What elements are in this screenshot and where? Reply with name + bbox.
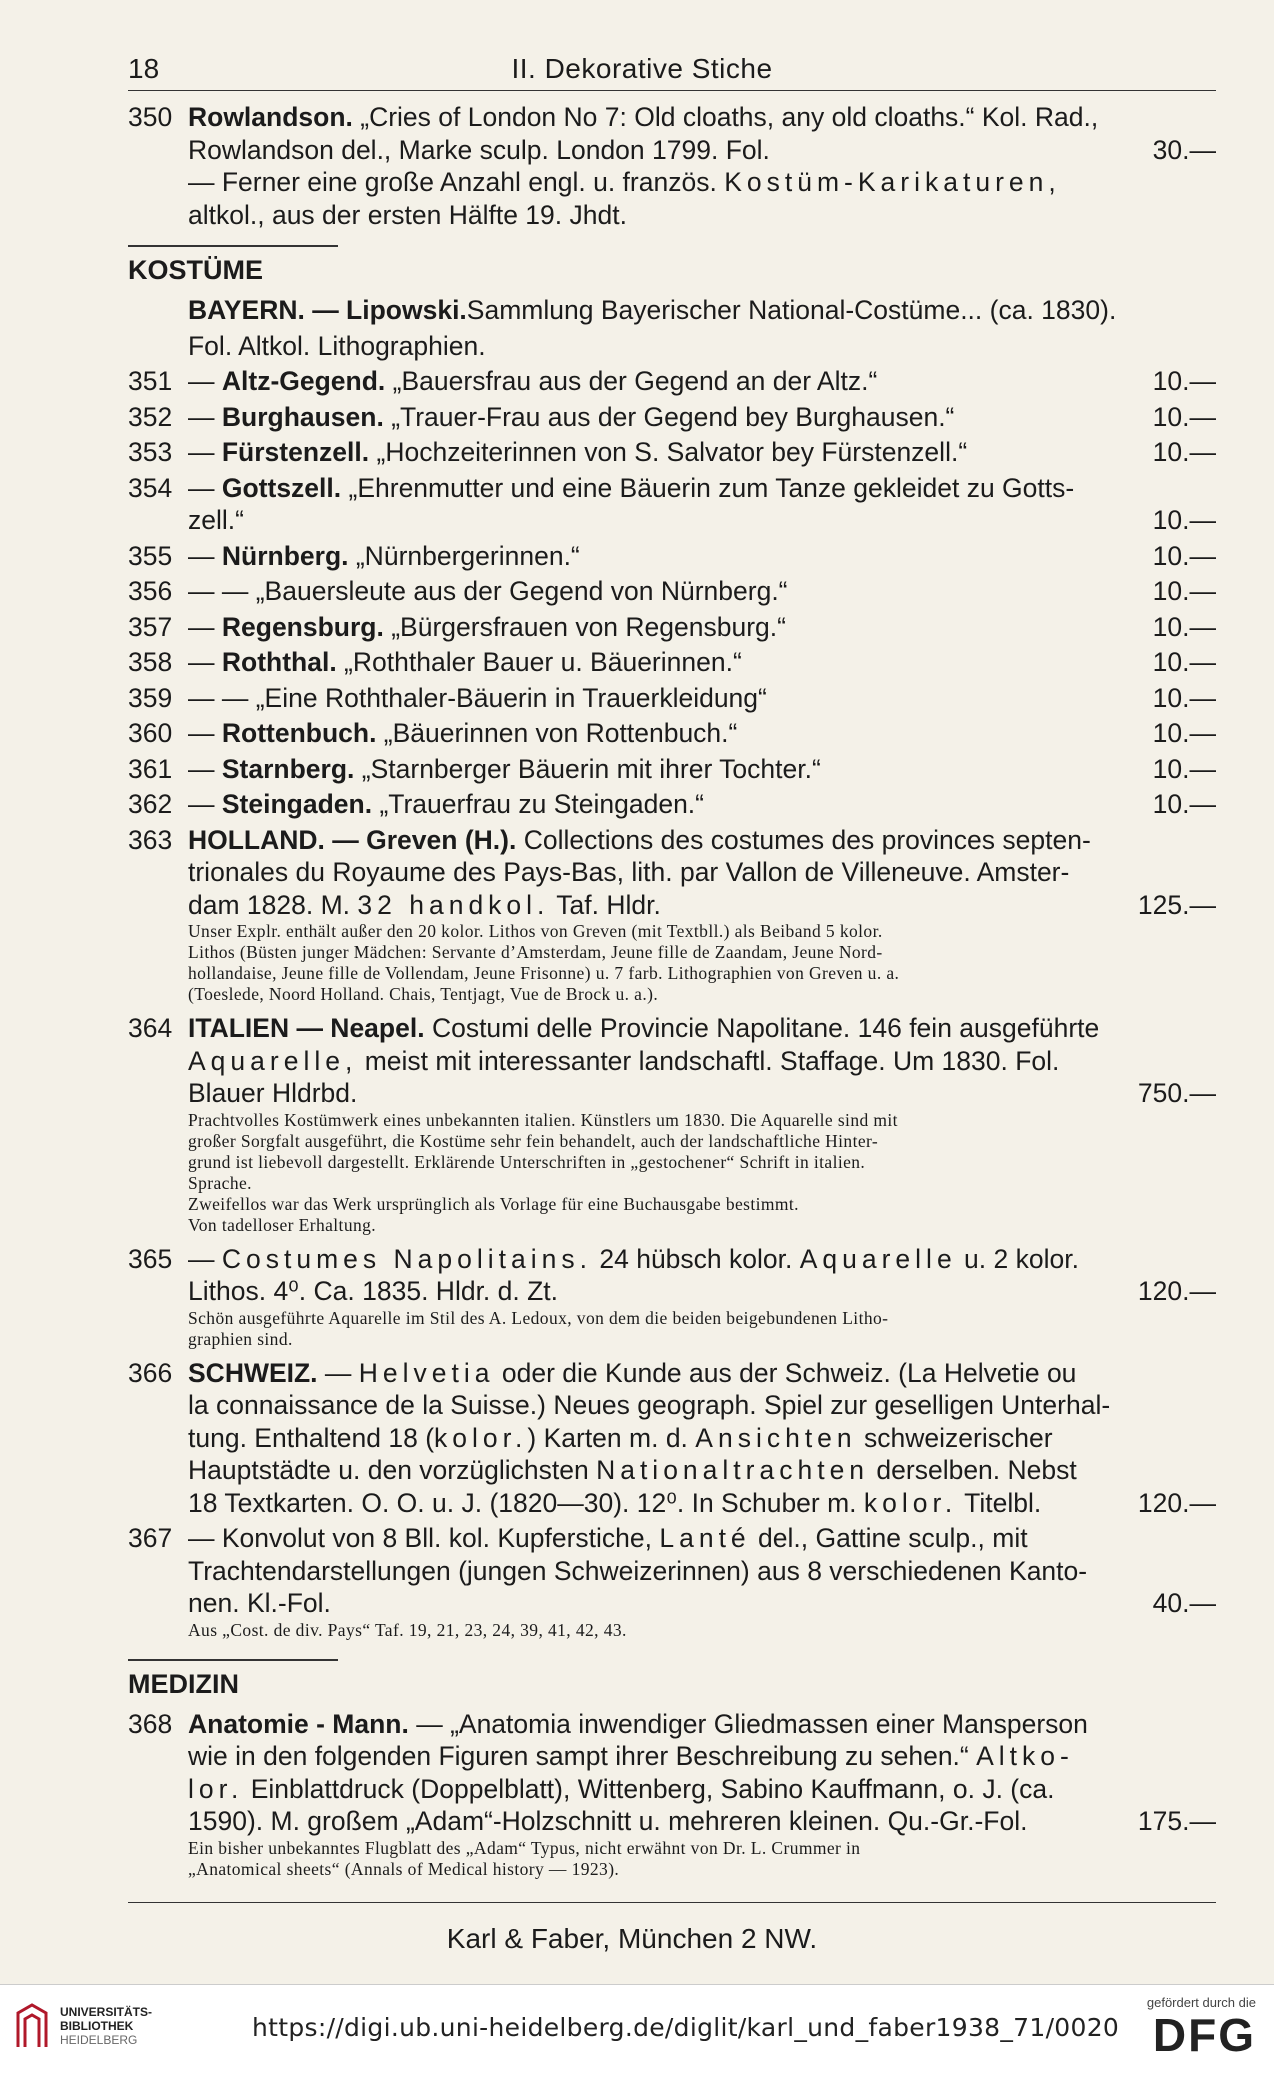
entry-text xyxy=(188,166,1216,199)
entry-line xyxy=(188,504,1216,537)
bold-run: Altz-Gegend. xyxy=(221,366,386,396)
entry-line xyxy=(188,788,1216,821)
entry-line xyxy=(188,824,1216,857)
entry-body xyxy=(188,1243,1216,1354)
catalog-entry xyxy=(128,1357,1216,1520)
note-line: Zweifellos war das Werk ursprünglich als Vorlage für eine Buchausgabe bestimmt. xyxy=(188,1193,799,1214)
entry-text xyxy=(188,753,1141,786)
catalog-entry xyxy=(128,540,1216,573)
text-run: — xyxy=(188,718,222,748)
bold-run: Steingaden. xyxy=(221,789,373,819)
entry-text xyxy=(188,646,1141,679)
entry-number: 363 xyxy=(128,824,173,855)
text-run: „Bürgersfrauen von Regensburg.“ xyxy=(383,611,786,642)
bold-run: Nürnberg. xyxy=(221,540,349,571)
entry-price: 125.— xyxy=(1137,889,1216,920)
entry-body xyxy=(188,611,1216,644)
text-run: del., Gattine sculp., mit xyxy=(750,1523,1028,1553)
entry-price: 10.— xyxy=(1152,366,1216,396)
entry-text xyxy=(188,1773,1216,1806)
entry-price: 10.— xyxy=(1152,647,1216,677)
entry-line xyxy=(188,575,1216,608)
entry-notes xyxy=(188,1110,1216,1236)
entry-line xyxy=(188,1740,1216,1773)
text-run: u. 2 kolor. xyxy=(956,1243,1079,1274)
entry-text xyxy=(188,199,1216,232)
entry-price: 10.— xyxy=(1152,505,1216,535)
entry-text xyxy=(188,1454,1216,1487)
entries-top xyxy=(128,101,1216,231)
entry-text xyxy=(188,101,1216,134)
text-run: — — „Eine Roththaler-Bäuerin in Trauerkleidung“ xyxy=(188,682,767,713)
catalog-entry xyxy=(128,717,1216,750)
catalog-entry xyxy=(128,788,1216,821)
entry-text xyxy=(188,856,1216,889)
entry-line xyxy=(188,889,1216,922)
catalog-entry xyxy=(128,436,1216,469)
text-run: — xyxy=(317,1357,359,1388)
entry-number: 366 xyxy=(128,1357,173,1388)
entry-body xyxy=(188,472,1216,537)
entry-line xyxy=(188,1522,1216,1555)
entry-text xyxy=(188,1587,1141,1620)
entry-text xyxy=(188,1555,1216,1588)
entry-number: 351 xyxy=(128,366,173,396)
viewer-footer-bar xyxy=(0,1984,1274,2077)
entry-text xyxy=(188,1522,1216,1555)
entry-text xyxy=(188,1275,1126,1308)
text-run: derselben. Nebst xyxy=(869,1455,1077,1485)
text-run: 1590). M. großem „Adam“-Holzschnitt u. mehreren kleinen. Qu.-Gr.-Fol. xyxy=(188,1806,1028,1836)
entry-text xyxy=(188,401,1141,434)
section-kostume xyxy=(128,245,1216,286)
note-line: Ein bisher unbekanntes Flugblatt des „Adam“ Typus, nicht erwähnt von Dr. L. Crummer in xyxy=(188,1837,861,1858)
catalog-entry xyxy=(128,646,1216,679)
spaced-run: 32 handkol. xyxy=(357,889,550,920)
footer-rule xyxy=(128,1902,1216,1903)
entry-text xyxy=(188,1805,1126,1838)
bold-run: ITALIEN — Neapel. xyxy=(188,1013,425,1043)
spaced-run: lor. xyxy=(188,1773,244,1804)
entry-text xyxy=(188,1012,1216,1045)
entries-medizin xyxy=(128,1708,1216,1884)
catalog-entry xyxy=(128,753,1216,786)
bold-run: Rowlandson. xyxy=(188,102,353,132)
entry-price: 120.— xyxy=(1137,1487,1216,1518)
entry-number: 356 xyxy=(128,576,173,606)
entry-price: 750.— xyxy=(1137,1078,1216,1108)
note-line: grund ist liebevoll dargestellt. Erklärende Unterschriften in „gestochener“ Schrift in italien. xyxy=(188,1151,866,1172)
bold-run: BAYERN. — Lipowski. xyxy=(188,295,467,325)
text-run: Trachtendarstellungen (jungen Schweizerinnen) aus 8 verschiedenen Kanto- xyxy=(188,1555,1088,1586)
entry-notes xyxy=(188,1838,1216,1880)
entry-line xyxy=(188,1587,1216,1620)
text-run: meist mit interessanter landschaftl. Staffage. Um 1830. Fol. xyxy=(357,1045,1060,1076)
spaced-run: Altko- xyxy=(976,1741,1074,1771)
entry-line xyxy=(188,646,1216,679)
catalog-entry xyxy=(128,682,1216,715)
entry-price: 10.— xyxy=(1152,789,1216,819)
entry-price: 10.— xyxy=(1152,718,1216,748)
text-run: „Roththaler Bauer u. Bäuerinnen.“ xyxy=(336,647,742,677)
entry-line xyxy=(188,856,1216,889)
entry-line xyxy=(188,1708,1216,1741)
entry-line xyxy=(188,1077,1216,1110)
text-run: Lithos. 4⁰. Ca. 1835. Hldr. d. Zt. xyxy=(188,1276,559,1306)
entry-text xyxy=(188,1243,1216,1276)
entry-text xyxy=(188,1740,1216,1773)
catalog-entry xyxy=(128,1012,1216,1240)
text-run: tung. Enthaltend 18 ( xyxy=(188,1422,435,1453)
entry-line xyxy=(188,1045,1216,1078)
note-line: Prachtvolles Kostümwerk eines unbekannten italien. Künstlers um 1830. Die Aquarelle sind mit xyxy=(188,1109,898,1130)
entry-body xyxy=(188,788,1216,821)
entry-body xyxy=(188,1708,1216,1884)
entry-number: 358 xyxy=(128,647,173,677)
text-run: Blauer Hldrbd. xyxy=(188,1078,358,1108)
catalog-entry xyxy=(128,472,1216,537)
entry-text xyxy=(188,1487,1126,1520)
entry-price: 10.— xyxy=(1152,437,1216,467)
entry-text xyxy=(188,1045,1216,1078)
text-run: wie in den folgenden Figuren sampt ihrer Beschreibung zu sehen.“ xyxy=(188,1741,977,1771)
ub-logo-icon xyxy=(14,2003,50,2049)
entry-body xyxy=(188,1357,1216,1520)
entry-price: 40.— xyxy=(1152,1588,1216,1618)
entry-line xyxy=(188,1555,1216,1588)
spaced-run: Aquarelle xyxy=(799,1243,957,1274)
entry-text xyxy=(188,365,1141,398)
catalog-entry xyxy=(128,824,1216,1010)
permalink-url[interactable]: https://digi.ub.uni-heidelberg.de/diglit/karl_und_faber1938_71/0020 xyxy=(252,2013,1120,2042)
text-run: — xyxy=(188,789,222,819)
text-run: — xyxy=(188,540,222,571)
entry-body xyxy=(188,1522,1216,1645)
note-line: Von tadelloser Erhaltung. xyxy=(188,1214,377,1235)
text-run: Collections des costumes des provinces septen- xyxy=(516,824,1091,855)
entry-line xyxy=(188,1243,1216,1276)
text-run: Sammlung Bayerischer National-Costüme... (ca. 1830). xyxy=(466,295,1117,325)
text-run: Einblattdruck (Doppelblatt), Wittenberg, Sabino Kauffmann, o. J. (ca. xyxy=(243,1773,1055,1804)
entry-text xyxy=(188,1389,1216,1422)
note-line: Schön ausgeführte Aquarelle im Stil des A. Ledoux, von dem die beiden beigebundenen Litho- xyxy=(188,1307,889,1328)
bold-run: Roththal. xyxy=(221,647,337,677)
spaced-run: Ansichten xyxy=(695,1422,857,1453)
text-run: „Ehrenmutter und eine Bäuerin zum Tanze gekleidet zu Gotts- xyxy=(341,472,1075,503)
text-run: — Konvolut von 8 Bll. kol. Kupferstiche, xyxy=(188,1523,660,1553)
entry-text xyxy=(188,134,1141,167)
entry-price: 30.— xyxy=(1152,134,1216,165)
entry-body xyxy=(188,682,1216,715)
entry-text xyxy=(188,788,1141,821)
running-header xyxy=(128,52,1216,91)
entry-body xyxy=(188,401,1216,434)
bold-run: HOLLAND. — Greven (H.). xyxy=(188,824,517,855)
entry-text xyxy=(188,1357,1216,1390)
text-run: „Trauer-Frau aus der Gegend bey Burghausen.“ xyxy=(383,401,955,432)
entry-number: 368 xyxy=(128,1708,173,1739)
text-run: nen. Kl.-Fol. xyxy=(188,1588,331,1618)
entry-notes xyxy=(188,1308,1216,1350)
entry-text xyxy=(188,1077,1126,1110)
text-run: oder die Kunde aus der Schweiz. (La Helvetie ou xyxy=(494,1357,1077,1388)
text-run: la connaissance de la Suisse.) Neues geograph. Spiel zur geselligen Unterhal- xyxy=(188,1390,1111,1420)
entry-line xyxy=(188,101,1216,134)
entry-price: 175.— xyxy=(1137,1806,1216,1836)
publisher-imprint: Karl & Faber, München 2 NW. xyxy=(446,1922,818,1954)
entry-text xyxy=(188,611,1141,644)
bold-run: Burghausen. xyxy=(221,401,384,432)
text-run: 18 Textkarten. O. O. u. J. (1820—30). 12⁰. In Schuber m. xyxy=(188,1487,864,1518)
entry-line xyxy=(188,1012,1216,1045)
text-run: — xyxy=(188,647,222,677)
text-run: ) Karten m. d. xyxy=(527,1422,696,1453)
dfg-wordmark: DFG xyxy=(1152,2009,1256,2061)
entry-price: 10.— xyxy=(1152,401,1216,432)
entry-line xyxy=(188,717,1216,750)
entry-body xyxy=(188,101,1216,231)
entry-price: 10.— xyxy=(1152,576,1216,606)
text-run: — xyxy=(188,753,222,784)
entry-text xyxy=(188,436,1141,469)
text-run: Costumi delle Provincie Napolitane. 146 fein ausgeführte xyxy=(424,1013,1100,1043)
entry-number: 365 xyxy=(128,1243,173,1274)
entry-body xyxy=(188,717,1216,750)
entry-text xyxy=(188,1422,1216,1455)
catalog-entry xyxy=(128,401,1216,434)
entry-number: 360 xyxy=(128,718,173,748)
entry-price: 10.— xyxy=(1152,540,1216,571)
entry-body xyxy=(188,753,1216,786)
text-run: „Cries of London No 7: Old cloaths, any old cloaths.“ Kol. Rad., xyxy=(352,102,1099,132)
catalog-entry xyxy=(128,1243,1216,1354)
entry-line xyxy=(188,1422,1216,1455)
note-line: (Toeslede, Noord Holland. Chais, Tentjagt, Vue de Brock u. a.). xyxy=(188,984,659,1004)
text-run: — xyxy=(188,401,222,432)
bold-run: SCHWEIZ. xyxy=(188,1357,318,1388)
bold-run: Starnberg. xyxy=(221,753,355,784)
entry-number: 362 xyxy=(128,789,173,819)
section-medizin xyxy=(128,1659,1216,1700)
note-line: graphien sind. xyxy=(188,1328,293,1349)
entry-number: 357 xyxy=(128,611,173,642)
entry-line xyxy=(188,1805,1216,1838)
spaced-run: Lanté xyxy=(659,1523,751,1553)
entry-price: 120.— xyxy=(1137,1276,1216,1306)
entry-body xyxy=(188,824,1216,1010)
spaced-run: Helvetia xyxy=(358,1357,495,1388)
text-run: — xyxy=(188,472,222,503)
text-run: „Starnberger Bäuerin mit ihrer Tochter.“ xyxy=(354,753,821,784)
catalog-entry xyxy=(128,611,1216,644)
entry-body xyxy=(188,575,1216,608)
text-run: altkol., aus der ersten Hälfte 19. Jhdt. xyxy=(188,199,627,230)
entry-body xyxy=(188,436,1216,469)
section-rule xyxy=(128,1659,338,1661)
text-run: Fol. Altkol. Lithographien. xyxy=(188,330,486,361)
text-run: „Bauersfrau aus der Gegend an der Altz.“ xyxy=(385,366,878,396)
bold-run: Fürstenzell. xyxy=(221,437,370,467)
note-line: hollandaise, Jeune fille de Vollendam, Jeune Frisonne) u. 7 farb. Lithographien von Greven u. a. xyxy=(188,963,900,983)
note-line: Sprache. xyxy=(188,1172,252,1193)
entry-line xyxy=(188,365,1216,398)
section-rule xyxy=(128,245,338,247)
entry-line xyxy=(188,401,1216,434)
spaced-run: Kostüm-Karikaturen, xyxy=(724,167,1061,197)
text-run: „Nürnbergerinnen.“ xyxy=(348,540,580,571)
entry-body xyxy=(188,646,1216,679)
entry-number: 352 xyxy=(128,401,173,432)
text-run: Hauptstädte u. den vorzüglichsten xyxy=(188,1455,597,1485)
entry-text xyxy=(188,575,1141,608)
entry-price: 10.— xyxy=(1152,682,1216,713)
entry-body xyxy=(188,1012,1216,1240)
text-run: „Trauerfrau zu Steingaden.“ xyxy=(372,789,704,819)
bayern-intro xyxy=(128,294,1216,362)
text-run: Rowlandson del., Marke sculp. London 1799. Fol. xyxy=(188,134,770,165)
running-title: II. Dekorative Stiche xyxy=(511,53,773,84)
text-run: „Bäuerinnen von Rottenbuch.“ xyxy=(376,718,738,748)
note-line: Aus „Cost. de div. Pays“ Taf. 19, 21, 23, 24, 39, 41, 42, 43. xyxy=(188,1619,627,1640)
text-run: zell.“ xyxy=(188,505,244,535)
bold-run: Regensburg. xyxy=(221,611,384,642)
entry-notes xyxy=(188,921,1216,1005)
catalog-entry xyxy=(128,365,1216,398)
bold-run: Gottszell. xyxy=(221,472,342,503)
entry-text xyxy=(188,682,1141,715)
catalog-page xyxy=(128,52,1216,1955)
section-heading: MEDIZIN xyxy=(128,1668,239,1699)
text-run: Taf. Hldr. xyxy=(549,889,661,920)
entry-line xyxy=(188,1389,1216,1422)
entry-line xyxy=(188,436,1216,469)
text-run: schweizerischer xyxy=(856,1422,1053,1453)
text-run: — xyxy=(188,1243,222,1274)
entry-line xyxy=(188,540,1216,573)
catalog-entry xyxy=(128,101,1216,231)
entry-line xyxy=(188,1454,1216,1487)
entry-line xyxy=(188,1357,1216,1390)
entry-text xyxy=(188,824,1216,857)
intro-line xyxy=(128,330,1216,363)
intro-line xyxy=(128,294,1216,327)
entry-number: 353 xyxy=(128,437,173,467)
dfg-logo[interactable] xyxy=(1147,1995,1256,2060)
entry-number: 367 xyxy=(128,1523,173,1553)
text-run: — xyxy=(188,366,222,396)
note-line: großer Sorgfalt ausgeführt, die Kostüme sehr fein behandelt, auch der landschaftliche Hinter- xyxy=(188,1130,879,1151)
entry-line xyxy=(188,682,1216,715)
entry-line xyxy=(188,472,1216,505)
text-run: — „Anatomia inwendiger Gliedmassen einer Mansperson xyxy=(408,1708,1088,1739)
entry-text xyxy=(188,472,1216,505)
entry-body xyxy=(188,365,1216,398)
entry-body xyxy=(188,540,1216,573)
spaced-run: kolor. xyxy=(863,1487,958,1518)
entry-price: 10.— xyxy=(1152,611,1216,642)
entry-text xyxy=(188,1708,1216,1741)
bold-run: Anatomie - Mann. xyxy=(188,1708,409,1739)
dfg-caption: gefördert durch die xyxy=(1146,1995,1256,2010)
entry-text xyxy=(188,504,1141,537)
entry-line xyxy=(188,1487,1216,1520)
spaced-run: kolor. xyxy=(434,1422,528,1453)
text-run: — xyxy=(188,437,222,467)
entry-line xyxy=(188,753,1216,786)
text-run: 24 hübsch kolor. xyxy=(592,1243,800,1274)
entry-number: 364 xyxy=(128,1013,173,1043)
entry-number: 355 xyxy=(128,540,173,571)
entry-number: 354 xyxy=(128,472,173,503)
text-run: — Ferner eine große Anzahl engl. u. französ. xyxy=(188,167,725,197)
ub-heidelberg-logo[interactable] xyxy=(14,2003,152,2049)
bold-run: Rottenbuch. xyxy=(221,718,377,748)
text-run: „Hochzeiterinnen von S. Salvator bey Fürstenzell.“ xyxy=(369,437,968,467)
entry-number: 359 xyxy=(128,682,173,713)
entry-text xyxy=(188,717,1141,750)
text-run: dam 1828. M. xyxy=(188,889,358,920)
entries-kostume xyxy=(128,365,1216,1645)
entry-line xyxy=(188,166,1216,199)
entry-text xyxy=(188,889,1126,922)
note-line: „Anatomical sheets“ (Annals of Medical history — 1923). xyxy=(188,1858,620,1879)
entry-line xyxy=(188,1275,1216,1308)
entry-line xyxy=(188,611,1216,644)
entry-text xyxy=(188,540,1141,573)
text-run: Titelbl. xyxy=(957,1487,1042,1518)
entry-line xyxy=(188,199,1216,232)
catalog-entry xyxy=(128,1522,1216,1645)
entry-number: 350 xyxy=(128,102,173,132)
spaced-run: Costumes Napolitains. xyxy=(221,1243,592,1274)
note-line: Lithos (Büsten junger Mädchen: Servante d’Amsterdam, Jeune fille de Zaandam, Jeune Nord- xyxy=(188,942,883,962)
entry-line xyxy=(188,134,1216,167)
note-line: Unser Explr. enthält außer den 20 kolor. Lithos von Greven (mit Textbll.) als Beiband 5 kolor. xyxy=(188,921,883,941)
spaced-run: Nationaltrachten xyxy=(596,1455,870,1485)
entry-price: 10.— xyxy=(1152,753,1216,784)
entry-number: 361 xyxy=(128,753,173,784)
entry-notes xyxy=(188,1620,1216,1641)
catalog-entry xyxy=(128,1708,1216,1884)
catalog-entry xyxy=(128,575,1216,608)
text-run: trionales du Royaume des Pays-Bas, lith. par Vallon de Villeneuve. Amster- xyxy=(188,857,1070,887)
text-run: — — „Bauersleute aus der Gegend von Nürnberg.“ xyxy=(188,576,788,606)
spaced-run: Aquarelle, xyxy=(188,1045,358,1076)
page-number: 18 xyxy=(128,53,160,84)
ub-logo-text: UNIVERSITÄTS- BIBLIOTHEK HEIDELBERG xyxy=(60,2005,153,2047)
section-heading: KOSTÜME xyxy=(128,255,263,285)
entry-line xyxy=(188,1773,1216,1806)
text-run: — xyxy=(188,611,222,642)
